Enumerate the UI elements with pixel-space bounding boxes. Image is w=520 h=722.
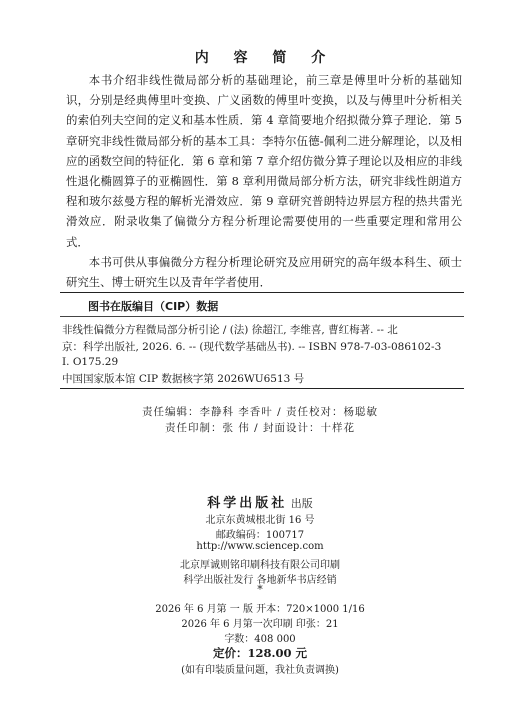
summary-paragraph-1: 本书介绍非线性微局部分析的基础理论，前三章是傅里叶分析的基础知识，分别是经典傅里叶变换、广义函数的傅里叶变换，以及与傅里叶分析相关的索伯列夫空间的定义和基本性质．第 4 章简要地介绍拟微分算子理论．第 5 章研究非线性微局部分析的基本工具：李特尔伍德-佩利二进分解理论，以及相应的函数空间的特征化．第 6 章和第 7 章介绍仿微分算子理论以及相应的非线性退化椭圆算子的亚椭圆性．第 8 章利用微局部分析方法，研究非线性朗道方程和玻尔兹曼方程的解析光滑效应．第 9 章研究普朗特边界层方程的热共雷光滑效应．附录收集了偏微分方程分析理论需要使用的一些重要定理和常用公式． [66, 73, 462, 249]
cip-divider [60, 316, 464, 317]
summary-paragraph-2: 本书可供从事偏微分方程分析理论研究及应用研究的高年级本科生、硕士研究生、博士研究生以及青年学者使用． [66, 254, 462, 290]
publisher-line [0, 492, 520, 511]
cip-line-3: Ⅰ. O175.29 [62, 356, 119, 368]
cip-line-1: 非线性偏微分方程微局部分析引论 / (法) 徐超江, 李维喜, 曹红梅著. -- 北 [62, 324, 398, 336]
distribution-line: 科学出版社发行 各地新华书店经销 [183, 575, 337, 586]
wordcount-line: 字数：408 000 [224, 634, 296, 645]
publisher-suffix: 出版 [290, 497, 313, 510]
separator-star: * [257, 583, 263, 596]
publisher-name: 科学出版社 [207, 496, 288, 511]
printing-line: 2026 年 6 月第一次印刷 印张：21 [181, 619, 339, 630]
content-summary [66, 70, 462, 292]
cip-line-2: 京：科学出版社, 2026. 6. -- (现代数学基础丛书). -- ISBN 978-7-03-086102-3 [62, 341, 442, 353]
editors-line-1: 责任编辑：李静科 李香叶 / 责任校对：杨聪敏 [141, 406, 379, 418]
price-line: 定价：128.00 元 [212, 646, 307, 660]
publisher-postcode: 邮政编码：100717 [215, 530, 305, 541]
edition-line: 2026 年 6 月第 一 版 开本：720×1000 1/16 [155, 604, 365, 615]
publisher-address: 北京东黄城根北街 16 号 [205, 515, 315, 526]
cip-line-4: 中国国家版本馆 CIP 数据核字第 2026WU6513 号 [62, 373, 305, 385]
cip-header: 图书在版编目（CIP）数据 [88, 300, 219, 313]
printer-line: 北京厚诚则铭印刷科技有限公司印刷 [180, 560, 340, 571]
page-title: 内 容 简 介 [194, 50, 336, 66]
quality-notice: (如有印装质量问题，我社负责调换) [181, 665, 339, 676]
editors-line-2: 责任印制：张 伟 / 封面设计：十样花 [164, 422, 356, 434]
publisher-website: http://www.sciencep.com [196, 541, 324, 552]
